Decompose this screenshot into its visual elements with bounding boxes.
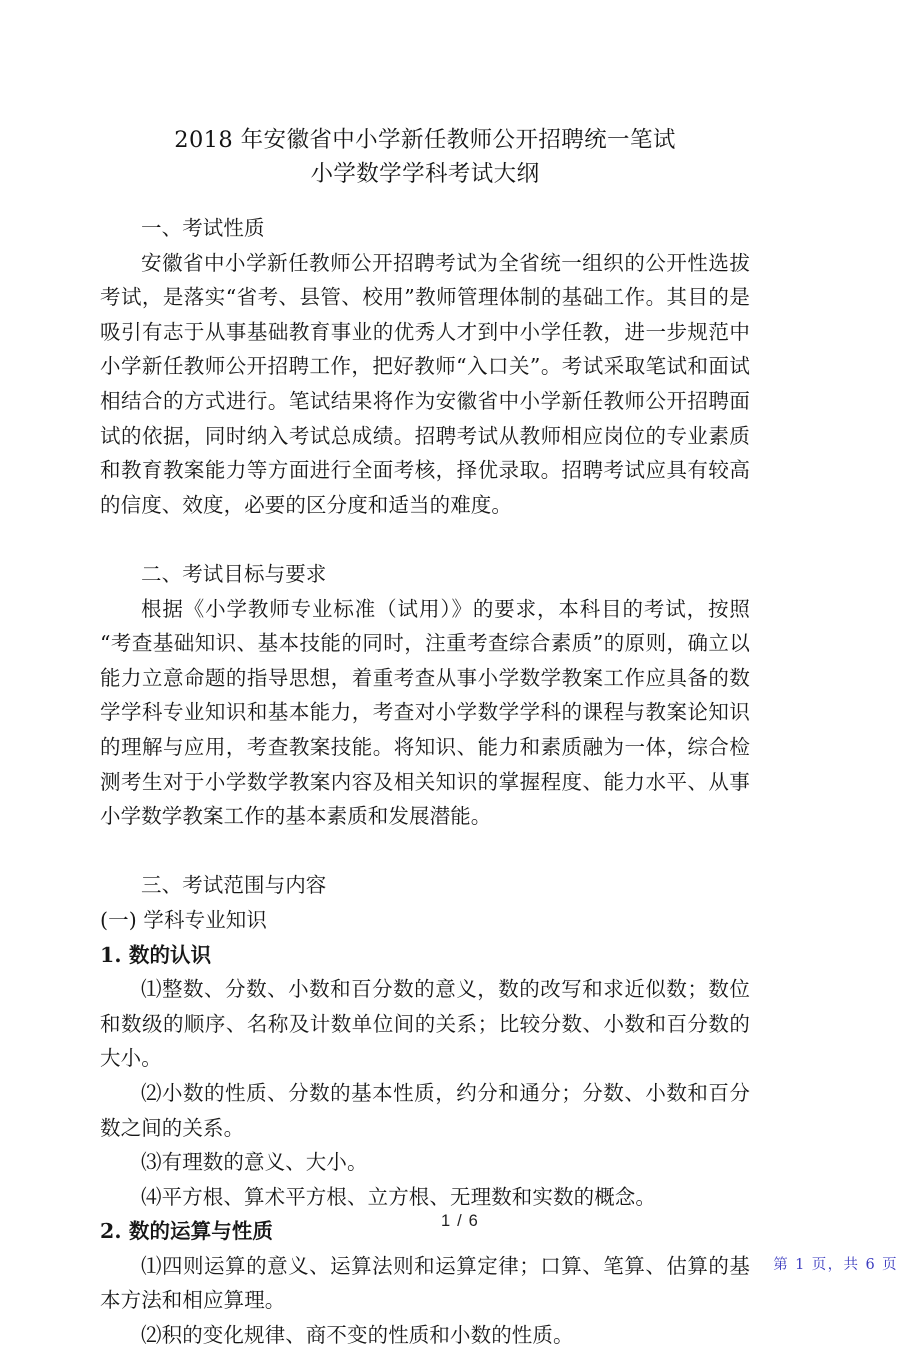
document-content — [100, 108, 750, 1353]
topic-1-item-1: ⑴整数、分数、小数和百分数的意义，数的改写和求近似数；数位和数级的顺序、名称及计数单位间的关系；比较分数、小数和百分数的大小。 — [100, 977, 750, 1071]
spacer-2 — [100, 834, 750, 869]
page-title — [100, 123, 750, 191]
topic-2-item-2: ⑵积的变化规律、商不变的性质和小数的性质。 — [141, 1323, 574, 1348]
title-line-2: 小学数学学科考试大纲 — [310, 161, 540, 188]
topic-2-item-1: ⑴四则运算的意义、运算法则和运算定律；口算、笔算、估算的基本方法和相应算理。 — [100, 1253, 750, 1313]
topic-1-heading: 1. 数的认识 — [100, 942, 212, 967]
topic-2-heading: 2. 数的运算与性质 — [100, 1219, 274, 1244]
section-1-body: 安徽省中小学新任教师公开招聘考试为全省统一组织的公开性选拔考试，是落实“省考、县管、校用”教师管理体制的基础工作。其目的是吸引有志于从事基础教育事业的优秀人才到中小学任教，进一步规范中小学新任教师公开招聘工作，把好教师“入口关”。考试采取笔试和面试相结合的方式进行。笔试结果将作为安徽省中小学新任教师公开招聘面试的依据，同时纳入考试总成绩。招聘考试从教师相应岗位的专业素质和教育教案能力等方面进行全面考核，择优录取。招聘考试应具有较高的信度、效度，必要的区分度和适当的难度。 — [100, 250, 750, 517]
spacer-1 — [100, 522, 750, 557]
section-1-heading: 一、考试性质 — [141, 216, 265, 241]
topic-1-item-4: ⑷平方根、算术平方根、立方根、无理数和实数的概念。 — [141, 1184, 656, 1209]
section-3-subheading: (一) 学科专业知识 — [100, 907, 268, 932]
page-number-footer: 1 / 6 — [440, 1212, 480, 1230]
document-body — [100, 211, 750, 1353]
topic-1-item-2: ⑵小数的性质、分数的基本性质，约分和通分；分数、小数和百分数之间的关系。 — [100, 1080, 750, 1140]
title-line-1: 2018 年安徽省中小学新任教师公开招聘统一笔试 — [174, 127, 676, 154]
page-count-watermark: 第 1 页，共 6 页 — [773, 1257, 898, 1273]
section-2-body: 根据《小学教师专业标准（试用）》的要求，本科目的考试，按照“考查基础知识、基本技能的同时，注重考查综合素质”的原则，确立以能力立意命题的指导思想，着重考查从事小学数学教案工作应具备的数学学科专业知识和基本能力，考查对小学数学学科的课程与教案论知识的理解与应用，考查教案技能。将知识、能力和素质融为一体，综合检测考生对于小学数学教案内容及相关知识的掌握程度、能力水平、从事小学数学教案工作的基本素质和发展潜能。 — [100, 596, 750, 829]
section-2-heading: 二、考试目标与要求 — [141, 562, 327, 586]
topic-1-item-3: ⑶有理数的意义、大小。 — [141, 1150, 368, 1175]
section-3-heading: 三、考试范围与内容 — [141, 873, 327, 898]
